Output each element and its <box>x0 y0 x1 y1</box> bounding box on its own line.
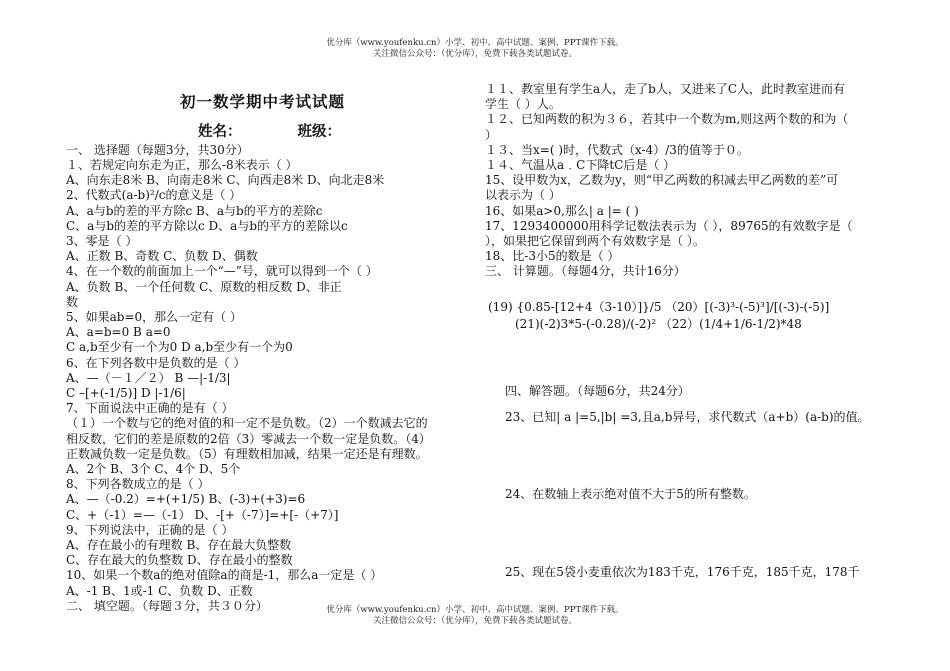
left-line: A、-1 B、1或-1 C、负数 D、正数 <box>66 583 253 598</box>
left-line: 7、下面说法中正确的是有（ ） <box>66 401 234 416</box>
left-line: 9、下列说法中，正确的是（ ） <box>66 522 234 537</box>
calc-21-22: (21)(-2)3*5-(-0.28)/(-2)² （22）(1/4+1/6-1/2)*48 <box>515 317 802 331</box>
question-23: 23、已知| a |=5,|b| =3,且a,b异号，求代数式（a+b）(a-b)的值。 <box>505 410 870 424</box>
left-line: C、a与b的差的平方除以c D、a与b的平方的差除以c <box>66 218 348 233</box>
left-line: 3、零是（ ） <box>66 233 138 248</box>
class-label: 班级： <box>297 123 341 140</box>
left-line: C、+（-1）=—（-1） D、-[+（-7）]=+[-（+7）] <box>66 507 339 522</box>
page-footer <box>0 605 950 627</box>
left-line: 二、 填空题。（每题３分，共３０分） <box>66 598 268 613</box>
exam-title: 初一数学期中考试试题 <box>180 92 346 111</box>
left-line: （１）一个数与它的绝对值的和一定不是负数。（2）一个数减去它的 <box>66 416 428 431</box>
footer-line-1: 优分库（www.youfenku.cn）小学、初中、高中试题、案例、PPT课件下载。 <box>326 605 624 615</box>
right-column <box>485 82 887 280</box>
left-line: A、负数 B、一个任何数 C、原数的相反数 D、非正 <box>66 279 342 294</box>
right-line: 三、 计算题。（每题4分，共计16分） <box>485 264 686 279</box>
right-line: ），如果把它保留到两个有效数字是（ ）。 <box>485 234 705 249</box>
right-line: 以表示为（ ） <box>485 188 561 203</box>
left-line: １、若规定向东走为正，那么-8米表示（ ） <box>66 157 298 172</box>
calc-19-20: (19) {0.85-[12+4（3-10）]}/5 （20）[(-3)³-(-5)³]/[(-3)-(-5)] <box>488 300 830 314</box>
left-line: C –[+(-1/5)] D |-1/6| <box>66 386 186 400</box>
left-line: A、a=b=0 B a=0 <box>66 325 171 340</box>
left-line: 8、下列各数成立的是（ ） <box>66 477 210 492</box>
left-column <box>66 82 470 614</box>
right-line: 15、设甲数为x，乙数为y，则“甲乙两数的积减去甲乙两数的差”可 <box>485 173 839 188</box>
right-line: １３、当x=( )时，代数式（x-4）/3的值等于０。 <box>485 142 749 157</box>
left-line: A、—（－１／２） B —|-1/3| <box>66 370 231 385</box>
left-line: C、存在最大的负整数 D、存在最小的整数 <box>66 553 293 568</box>
left-line: A、向东走8米 B、向南走8米 C、向西走8米 D、向北走8米 <box>66 173 385 188</box>
left-line: A、a与b的差的平方除c B、a与b的平方的差除c <box>66 203 323 218</box>
left-line: 正数减负数一定是负数。（5）有理数相加减，结果一定还是有理数。 <box>66 446 428 461</box>
section-4-heading: 四、解答题。（每题6分，共24分） <box>505 384 690 398</box>
right-line: １４、气温从a﹒C下降tC后是（ ） <box>485 158 676 173</box>
right-line: 17、1293400000用科学记数法表示为（ ），89765的有效数字是（ <box>485 218 853 233</box>
left-line: 相反数，它们的差是原数的2倍（3）零减去一个数一定是负数。（4） <box>66 431 431 446</box>
left-line: 一、 选择题（每题3分，共30分） <box>66 142 249 157</box>
header-line-2: 关注微信公众号：（优分库），免费下载各类试题试卷。 <box>372 49 577 59</box>
left-line: A、—（-0.2）=+(+1/5) B、(-3)+(+3)=6 <box>66 492 306 507</box>
left-line: 5、如果ab=0，那么一定有（ ） <box>66 309 242 324</box>
footer-line-2: 关注微信公众号：（优分库），免费下载各类试题试卷。 <box>372 616 577 626</box>
left-line: 2、代数式(a-b)²/c的意义是（ ） <box>66 188 242 203</box>
left-line: C a,b至少有一个为0 D a,b至少有一个为0 <box>66 340 293 355</box>
right-line: ） <box>485 127 498 142</box>
question-25: 25、现在5袋小麦重依次为183千克，176千克，185千克，178千 <box>505 565 860 579</box>
header-line-1: 优分库（www.youfenku.cn）小学、初中、高中试题、案例、PPT课件下载。 <box>326 38 624 48</box>
right-line: 18、比-3小5的数是（ ） <box>485 249 620 264</box>
question-24: 24、在数轴上表示绝对值不大于5的所有整数。 <box>505 487 756 501</box>
right-line: １１、教室里有学生a人，走了b人，又进来了C人，此时教室进而有 <box>485 82 846 96</box>
left-line: 4、在一个数的前面加上一个“—”号，就可以得到一个（ ） <box>66 264 378 279</box>
right-line: 16、如果a>0,那么| a |= ( ) <box>485 203 639 218</box>
left-line: 6、在下列各数中是负数的是（ ） <box>66 355 246 370</box>
left-line: A、2个 B、3个 C、4个 D、5个 <box>66 462 241 477</box>
right-line: 学生（ ）人。 <box>485 97 561 112</box>
right-line: １２、已知两数的积为３６，若其中一个数为m,则这两个数的和为（ <box>485 112 849 127</box>
left-line: A、存在最小的有理数 B、存在最大负整数 <box>66 538 292 553</box>
name-label: 姓名： <box>198 123 242 140</box>
left-line: 数 <box>66 294 79 309</box>
left-line: 10、如果一个数a的绝对值除a的商是-1，那么a一定是（ ） <box>66 568 383 583</box>
page-header <box>0 38 950 60</box>
left-line: A、正数 B、奇数 C、负数 D、偶数 <box>66 249 258 264</box>
